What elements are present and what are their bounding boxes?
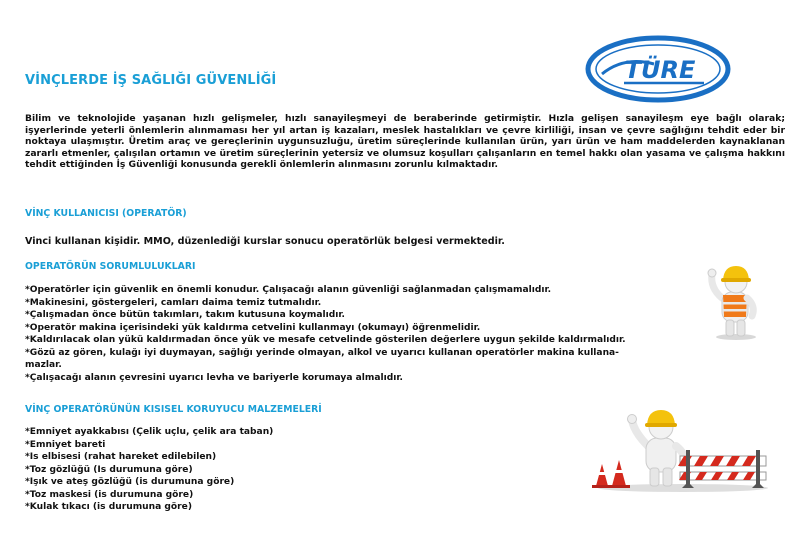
section-heading-ppe: VİNÇ OPERATÖRÜNÜN KISISEL KORUYUCU MALZEMELERİ: [25, 404, 322, 415]
list-item: *Gözü az gören, kulağı iyi duymayan, sağlığı yerinde olmayan, alkol ve uyarıcı kullanan operatörler makina kullana-: [25, 347, 619, 358]
ture-logo: [584, 34, 732, 104]
intro-line: süreçlerinde kullanılan ürün, yarı ürün ve ham maddelerden kaynaklanan zararlı etmenler, çalışılan ortamın ve üretim: [25, 136, 785, 159]
ppe-list: [25, 426, 273, 514]
list-item: *Toz maskesi (is durumuna göre): [25, 489, 194, 500]
list-item: *Toz gözlüğü (Is durumuna göre): [25, 464, 193, 475]
intro-line: eye bağlı olarak; işyerlerinde yeterli önlemlerin alınmaması her yıl artan iş kazaları, meslek hastalıkları ve çevre kirliliği,: [25, 113, 785, 136]
list-item: *Kulak tıkacı (is durumuna göre): [25, 502, 192, 512]
list-item: mazlar.: [25, 360, 62, 370]
worker-waving-icon: [700, 262, 770, 340]
page-title: VİNÇLERDE İŞ SAĞLIĞI GÜVENLİĞİ: [25, 73, 277, 88]
intro-line: Bilim ve teknolojide yaşanan hızlı gelişmeler, hızlı sanayileşmeyi de beraberinde getirmiştir. Hızla gelişen sanayileşm: [25, 113, 684, 124]
list-item: *Işık ve ateş gözlüğü (is durumuna göre): [25, 477, 235, 487]
list-item: *Emniyet ayakkabısı (Çelik uçlu, çelik ara taban): [25, 427, 274, 437]
intro-line: İş Güvenliği konusunda gerekli önlemlerin alınmasını zorunlu kılmaktadır.: [116, 159, 498, 171]
list-item: *Kaldırılacak olan yükü kaldırmadan önce yük ve mesafe cetvelinde gösterilen değerlere uygun şekilde kaldırmalıdır.: [25, 335, 626, 345]
list-item: *Operatörler için güvenlik en önemli konudur. Çalışacağı alanın güvenliği sağlanmadan çalışmamalıdır.: [25, 285, 552, 295]
intro-paragraph: [25, 113, 785, 171]
list-item: *Makinesini, göstergeleri, camları daima temiz tutmalıdır.: [25, 297, 322, 308]
worker-barrier-icon: [588, 410, 773, 492]
list-item: *Operatör makina içerisindeki yük kaldırma cetvelini kullanmayı (okumayı) öğrenmelidir.: [25, 322, 481, 333]
list-item: *Çalışacağı alanın çevresini uyarıcı levha ve bariyerle korumaya almalıdır.: [25, 372, 403, 383]
list-item: *Çalışmadan önce bütün takımları, takım kutusuna koymalıdır.: [25, 310, 345, 320]
logo-text: TÜRE: [624, 56, 696, 84]
list-item: *Is elbisesi (rahat hareket edilebilen): [25, 452, 217, 462]
list-item: *Emniyet bareti: [25, 439, 106, 450]
section-heading-operator: VİNÇ KULLANICISI (OPERATÖR): [25, 208, 187, 219]
responsibilities-list: [25, 284, 790, 384]
intro-line: insan ve çevre sağlığını tehdit eder bir noktaya ulaşmıştır. Üretim araç ve gereçlerinin uygunsuzluğu, üretim: [25, 124, 785, 148]
operator-definition: Vinci kullanan kişidir. MMO, düzenlediği kurslar sonucu operatörlük belgesi vermektedir.: [25, 236, 505, 247]
section-heading-responsibilities: OPERATÖRÜN SORUMLULUKLARI: [25, 261, 196, 272]
intro-line: süreçlerinin yetersiz ve olumsuz koşulları çalışanların en temel hakkı olan yasama ve çalışma hakkını tehdit ettiğinden: [25, 147, 785, 171]
